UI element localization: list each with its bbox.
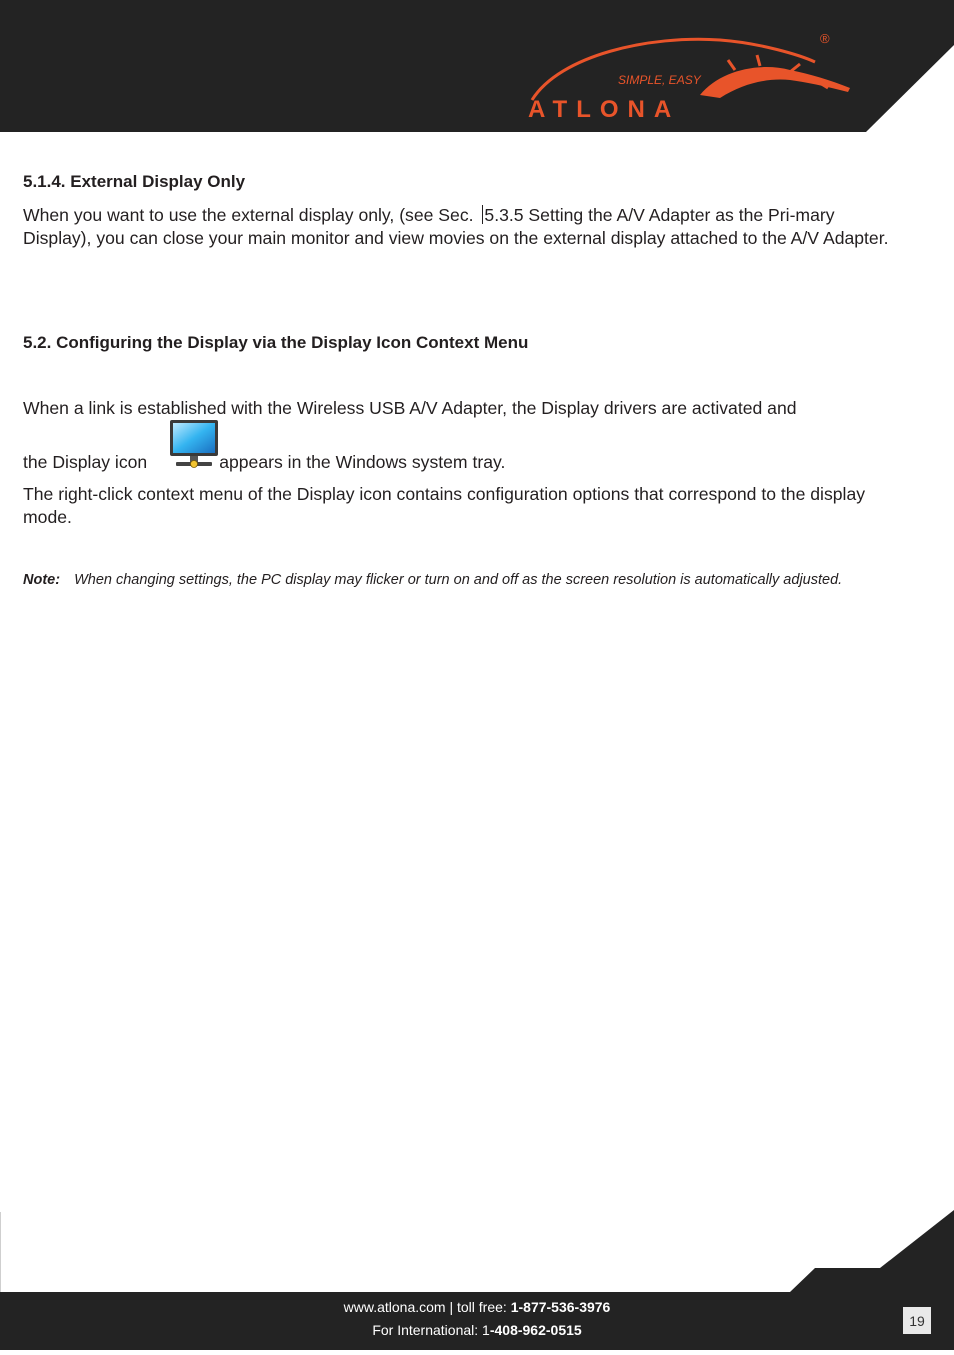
header-banner <box>0 0 954 132</box>
section-heading-external-display: 5.1.4. External Display Only <box>23 172 246 191</box>
footer-toll-free: 1-877-536-3976 <box>510 1299 611 1315</box>
footer-website-link[interactable]: www.atlona.com <box>343 1299 446 1315</box>
external-display-text-end: 5.3.5 Setting the A/V Adapter as the Pri-mary Display), you can close your main monitor and view movies on the external display attached to the A/V Adapter. <box>23 205 889 248</box>
footer-contact-line <box>0 1299 954 1315</box>
footer-separator: | toll free: <box>445 1299 511 1315</box>
note-label: Note: <box>23 572 61 588</box>
note-text: When changing settings, the PC display may flicker or turn on and off as the screen resolution is automatically adjusted. <box>74 572 843 588</box>
note-paragraph <box>23 571 893 590</box>
logo-wordmark: ATLONA <box>528 96 681 123</box>
context-menu-paragraph: The right-click context menu of the Display icon contains configuration options that correspond to the display mode. <box>23 484 866 527</box>
external-display-paragraph <box>23 204 893 250</box>
section-heading-configuring-display: 5.2. Configuring the Display via the Display Icon Context Menu <box>23 333 529 352</box>
display-icon-text-before: the Display icon <box>23 452 148 472</box>
link-established-paragraph: When a link is established with the Wireless USB A/V Adapter, the Display drivers are activated and <box>23 398 797 418</box>
display-icon-paragraph <box>23 451 893 474</box>
external-display-text-start: When you want to use the external display only, (see Sec. <box>23 205 479 225</box>
logo-tagline: SIMPLE, EASY <box>618 73 701 87</box>
footer-intl-label: For International: 1 <box>372 1322 490 1338</box>
display-icon-text-after: appears in the Windows system tray. <box>219 452 506 472</box>
page-header <box>0 0 954 132</box>
footer-intl-number: -408-962-0515 <box>489 1322 582 1338</box>
page-number: 19 <box>903 1307 931 1334</box>
registered-mark: ® <box>820 31 830 46</box>
footer-international-line <box>0 1322 954 1338</box>
monitor-display-icon <box>166 418 222 470</box>
